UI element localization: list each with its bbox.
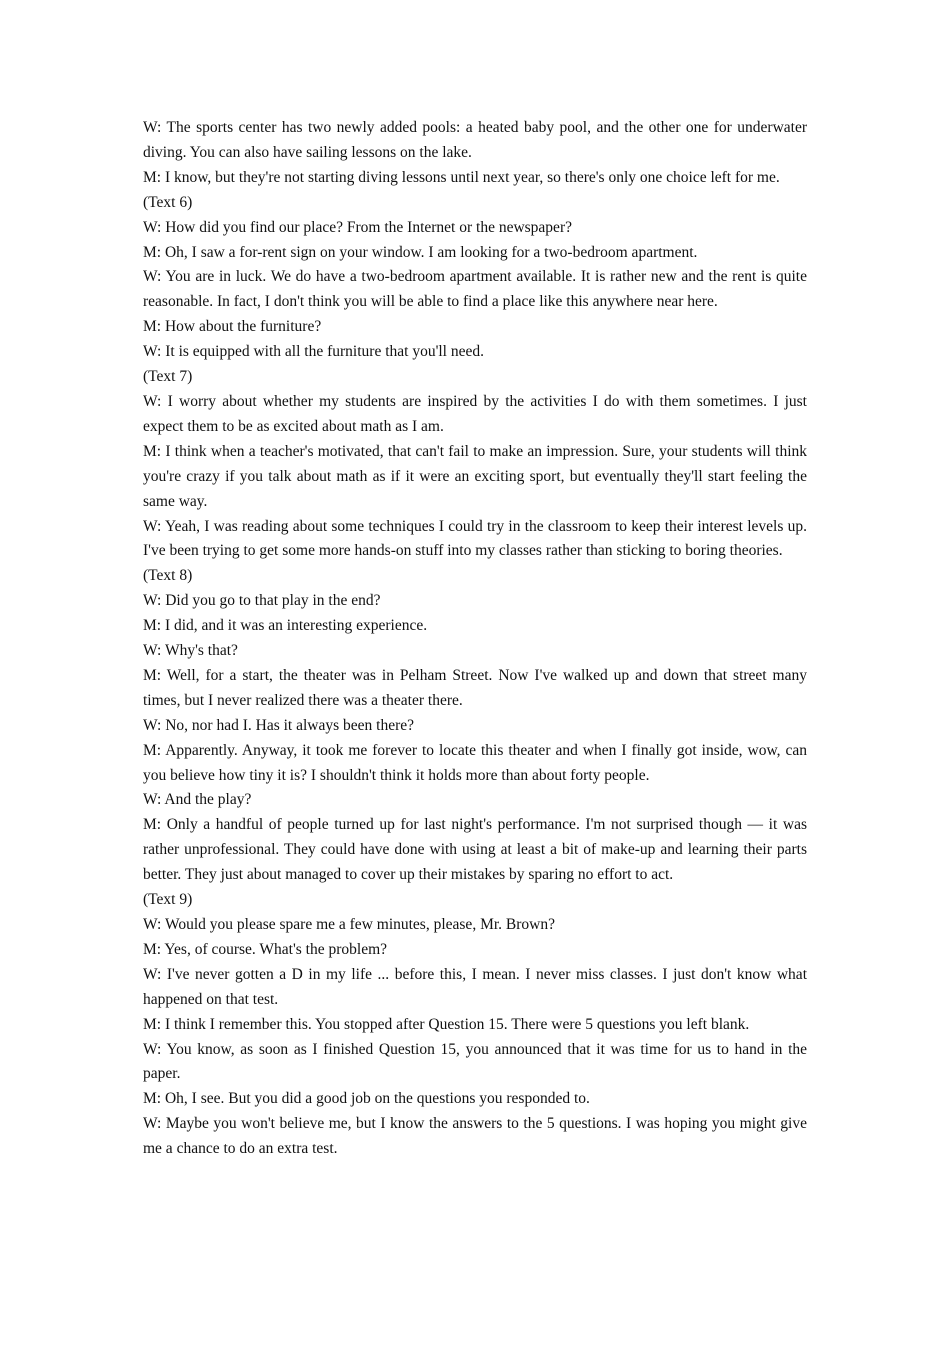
dialogue-line: W: Would you please spare me a few minutes, please, Mr. Brown?: [143, 916, 555, 933]
transcript-page: [143, 116, 807, 1162]
dialogue-line: W: Yeah, I was reading about some techniques I could try in the classroom to keep their interest levels up. I've been trying to get some more hands-on stuff into my classes rather than sticking to boring theories.: [143, 517, 807, 560]
dialogue-line: M: How about the furniture?: [143, 318, 322, 336]
section-label-text-9: (Text 9): [143, 891, 193, 909]
dialogue-line: M: Yes, of course. What's the problem?: [143, 940, 388, 958]
dialogue-line: M: Apparently. Anyway, it took me forever to locate this theater and when I finally got inside, wow, can you believe how tiny it is? I shouldn't think it holds more than about forty people.: [143, 741, 807, 784]
dialogue-line: M: I think I remember this. You stopped after Question 15. There were 5 questions you left blank.: [143, 1015, 750, 1033]
dialogue-line: W: And the play?: [143, 791, 252, 809]
dialogue-line: W: Why's that?: [143, 642, 238, 660]
section-label-text-6: (Text 6): [143, 193, 193, 211]
dialogue-line: W: No, nor had I. Has it always been there?: [143, 716, 415, 734]
dialogue-line: M: I know, but they're not starting diving lessons until next year, so there's only one choice left for me.: [143, 168, 780, 186]
dialogue-line: M: I did, and it was an interesting experience.: [143, 617, 428, 635]
dialogue-line: M: Well, for a start, the theater was in Pelham Street. Now I've walked up and down that street many times, but I never realized there was a theater there.: [143, 666, 807, 709]
dialogue-line: M: Oh, I see. But you did a good job on the questions you responded to.: [143, 1090, 590, 1108]
dialogue-line: W: Did you go to that play in the end?: [143, 592, 381, 610]
section-label-text-7: (Text 7): [143, 368, 193, 386]
dialogue-line: W: I've never gotten a D in my life ... before this, I mean. I never miss classes. I just don't know what happened on that test.: [143, 965, 807, 1008]
dialogue-line: M: I think when a teacher's motivated, that can't fail to make an impression. Sure, your students will think you're crazy if you talk about math as if it were an exciting sport, but eventually they'll start feeling the same way.: [143, 442, 807, 510]
dialogue-line: M: Oh, I saw a for-rent sign on your window. I am looking for a two-bedroom apartment.: [143, 243, 698, 261]
dialogue-line: W: Maybe you won't believe me, but I know the answers to the 5 questions. I was hoping you might give me a chance to do an extra test.: [143, 1115, 807, 1158]
dialogue-line: W: You are in luck. We do have a two-bedroom apartment available. It is rather new and the rent is quite reasonable. In fact, I don't think you will be able to find a place like this anywhere near here.: [143, 268, 807, 311]
dialogue-line: W: You know, as soon as I finished Question 15, you announced that it was time for us to hand in the paper.: [143, 1040, 807, 1083]
dialogue-line: M: Only a handful of people turned up for last night's performance. I'm not surprised though — it was rather unprofessional. They could have done with using at least a bit of make-up and learning their parts better. They just about managed to cover up their mistakes by sparing no effort to act.: [143, 816, 807, 884]
dialogue-line: W: I worry about whether my students are inspired by the activities I do with them sometimes. I just expect them to be as excited about math as I am.: [143, 392, 807, 435]
dialogue-line: W: How did you find our place? From the Internet or the newspaper?: [143, 218, 572, 236]
dialogue-line: W: It is equipped with all the furniture that you'll need.: [143, 343, 484, 361]
dialogue-line: W: The sports center has two newly added pools: a heated baby pool, and the other one for underwater diving. You can also have sailing lessons on the lake.: [143, 119, 807, 161]
section-label-text-8: (Text 8): [143, 567, 193, 585]
